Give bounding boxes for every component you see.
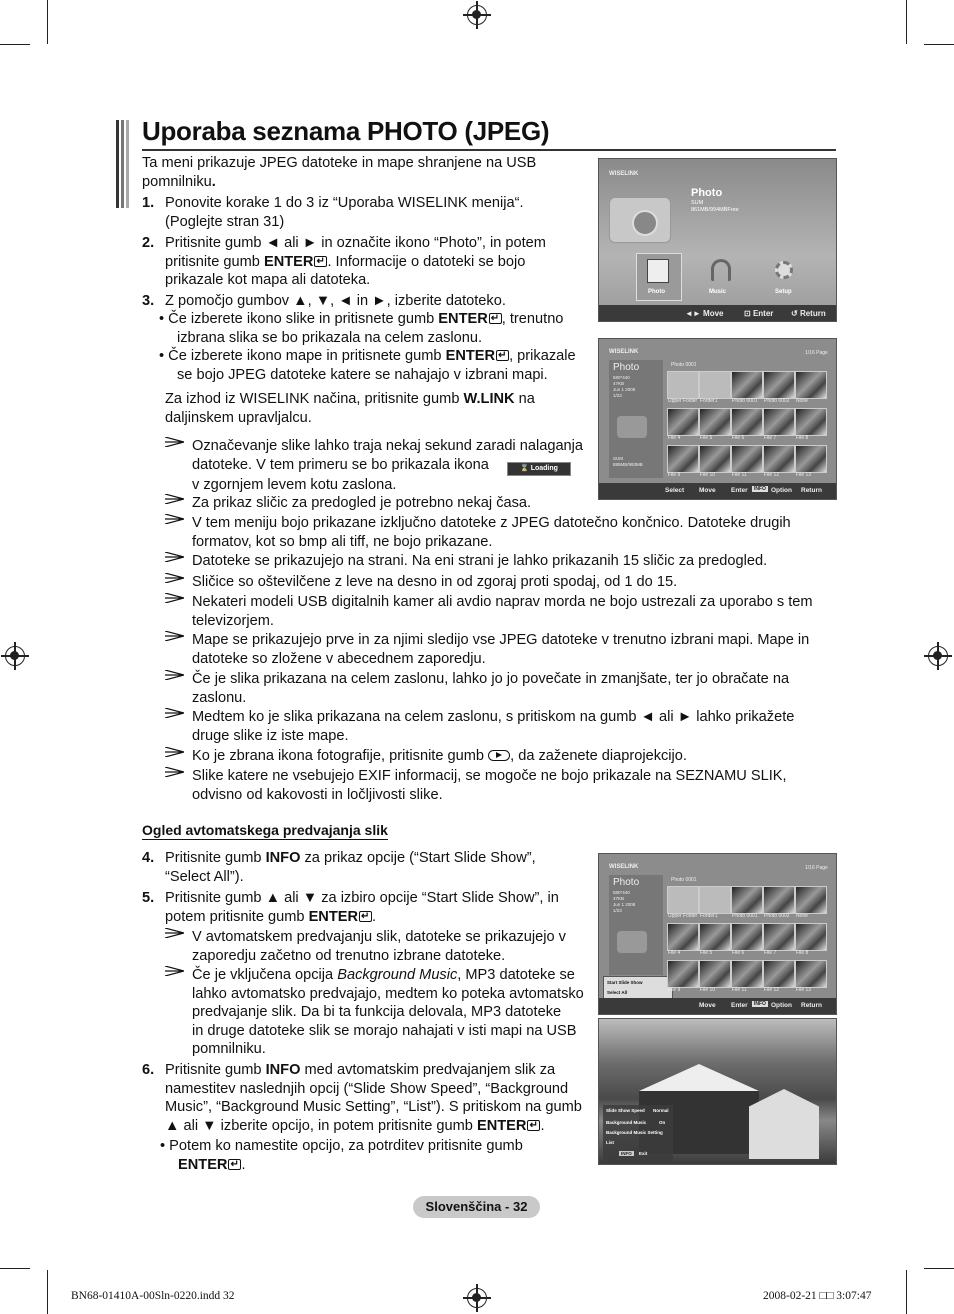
- screen-control-bar: ◄► Move ⊡ Enter ↺ Return: [599, 305, 836, 321]
- thumbnail-label: File 4: [668, 950, 681, 956]
- photo-thumbnail: [699, 445, 731, 473]
- thumbnail-label: File 9: [668, 987, 681, 993]
- enter-icon: [496, 350, 509, 361]
- menu-label: Setup: [775, 289, 792, 295]
- photo-thumbnail: [763, 960, 795, 988]
- thumbnail-label: Upper Folder: [668, 913, 698, 919]
- crop-mark: [924, 44, 954, 45]
- step-3-text: Z pomočjo gumbov ▲, ▼, ◄ in ►, izberite datoteko.: [165, 293, 506, 309]
- page-number-badge: Slovenščina - 32: [413, 1196, 540, 1218]
- step-number: 3.: [142, 293, 155, 309]
- thumbnail-label: File 11: [732, 472, 747, 478]
- registration-mark-icon: [5, 646, 25, 666]
- thumbnail-label: File 10: [700, 987, 716, 993]
- screen-control-bar: Move Enter INFO Option Return: [599, 998, 836, 1014]
- photo-thumbnail: [763, 371, 795, 399]
- thumbnail-label: Forder1: [700, 913, 718, 919]
- note-arrow-icon: [165, 494, 184, 504]
- thumbnail-label: None: [796, 913, 808, 919]
- note: V tem meniju bojo prikazane izključno datoteke z JPEG datotečno končnico. Datoteke drugih formatov, kot so bmp ali tiff, ne bojo prikazane.: [192, 515, 791, 550]
- thumbnail-label: Forder1: [700, 398, 718, 404]
- page-title: Uporaba seznama PHOTO (JPEG): [142, 116, 550, 146]
- note-arrow-icon: [165, 593, 184, 603]
- crop-mark: [906, 0, 907, 44]
- note: Nekateri modeli USB digitalnih kamer ali avdio naprav morda ne bojo ustrezali za uporabo s tem televizorjem.: [192, 594, 813, 629]
- house-photo: [749, 1089, 819, 1159]
- step-4-text: Pritisnite gumb INFO za prikaz opcije (“Start Slide Show”, “Select All”).: [165, 850, 536, 885]
- note: Datoteke se prikazujejo na strani. Na eni strani je lahko prikazanih 15 sličic za predogled.: [192, 553, 768, 569]
- thumbnail-label: File 9: [668, 472, 681, 478]
- note: Medtem ko je slika prikazana na celem zaslonu, s pritiskom na gumb ◄ ali ► lahko prikažete druge slike iz iste mape.: [192, 709, 795, 744]
- thumbnail-label: File 12: [764, 472, 780, 478]
- step-number: 5.: [142, 890, 155, 906]
- thumbnail-label: File 8: [796, 435, 809, 441]
- note-arrow-icon: [165, 552, 184, 562]
- enter-icon: [228, 1159, 241, 1170]
- enter-icon: [489, 313, 502, 324]
- note-arrow-icon: [165, 631, 184, 641]
- wiselink-logo: WISELINK: [609, 864, 639, 870]
- headphones-icon: [711, 259, 731, 281]
- loading-icon: ⌛ Loading: [507, 462, 571, 476]
- note: Ko je zbrana ikona fotografije, pritisnite gumb , da zaženete diaprojekcijo.: [192, 748, 687, 764]
- thumbnail-label: File 7: [764, 435, 777, 441]
- crop-mark: [47, 1270, 48, 1314]
- note-arrow-icon: [165, 966, 184, 976]
- thumbnail-label: File 11: [732, 987, 747, 993]
- thumbnail-label: File 13: [796, 472, 812, 478]
- photo-thumbnail: [795, 408, 827, 436]
- step-2-text: Pritisnite gumb ◄ ali ► in označite ikono “Photo”, in potem pritisnite gumb ENTER↵ . Informacije o datoteki se bojo prikazale kot mapa ali datoteka.: [165, 234, 546, 290]
- note: Za prikaz sličic za predogled je potrebno nekaj časa.: [192, 495, 532, 511]
- thumbnail-label: File 13: [796, 987, 812, 993]
- step-number: 6.: [142, 1062, 155, 1078]
- screen-info: SUM: [691, 200, 704, 206]
- photo-thumbnail: [699, 408, 731, 436]
- step-1-text: Ponovite korake 1 do 3 iz “Uporaba WISELINK menija“. (Poglejte stran 31): [165, 195, 524, 230]
- option-menu: Start Slide Show Select All: [603, 976, 673, 1010]
- camera-icon: [617, 931, 647, 953]
- thumbnail-label: File 12: [764, 987, 780, 993]
- thumbnail-label: File 6: [732, 950, 745, 956]
- note: Če je slika prikazana na celem zaslonu, lahko jo jo povečate in zmanjšate, ter jo obračate na zaslonu.: [192, 671, 790, 706]
- step-number: 4.: [142, 850, 155, 866]
- crop-mark: [0, 1268, 30, 1269]
- photo-thumbnail: [763, 886, 795, 914]
- screen-info: 861MB/994MBFree: [691, 207, 739, 213]
- photo-thumbnail: [763, 445, 795, 473]
- exit-instruction: Za izhod iz WISELINK načina, pritisnite gumb W.LINK na daljinskem upravljalcu.: [165, 391, 535, 426]
- registration-mark-icon: [928, 646, 948, 666]
- note-arrow-icon: [165, 767, 184, 777]
- thumbnail-label: File 10: [700, 472, 716, 478]
- thumbnail-label: File 6: [732, 435, 745, 441]
- step-6-text: Pritisnite gumb INFO med avtomatskim predvajanjem slik za namestitev naslednjih opcij (“Slide Show Speed”, “Background Music”, “Background Music Setting”, “List”). S pritiskom na gumb ▲ ali ▼ izberite opcijo, in potem pritisnite gumb ENTER↵ .: [165, 1061, 582, 1135]
- thumbnail-label: File 5: [700, 435, 713, 441]
- step-number: 1.: [142, 195, 155, 211]
- title-rule: [142, 149, 836, 151]
- thumbnail-label: Photo 0002: [764, 913, 790, 919]
- note: Mape se prikazujejo prve in za njimi sledijo vse JPEG datoteke v trenutno izbrani mapi. Mape in datoteke so zložene v abecednem zaporedju.: [192, 632, 810, 667]
- screenshot-slideshow: [598, 1018, 837, 1165]
- thumbnail-label: Upper Folder: [668, 398, 698, 404]
- info-panel: Photo 580*440 47KB Jun 1 2008 1/23: [609, 875, 663, 975]
- step-5-text: Pritisnite gumb ▲ ali ▼ za izbiro opcije “Start Slide Show”, in potem pritisnite gumb ENTER↵ .: [165, 889, 559, 926]
- photo-thumbnail: [731, 445, 763, 473]
- folder-thumbnail: [667, 371, 699, 399]
- print-slug: BN68-01410A-00Sln-0220.indd 32: [71, 1290, 235, 1302]
- registration-mark-icon: [467, 1288, 487, 1308]
- wiselink-logo: WISELINK: [609, 349, 639, 355]
- folder-path: Photo 0001: [671, 877, 697, 883]
- screen-heading: Photo: [691, 187, 723, 199]
- note-arrow-icon: [165, 670, 184, 680]
- note-arrow-icon: [165, 747, 184, 757]
- thumbnail-label: Photo 0002: [764, 398, 790, 404]
- photo-thumbnail: [731, 371, 763, 399]
- note-arrow-icon: [165, 437, 184, 447]
- photo-thumbnail: [667, 923, 699, 951]
- slideshow-options-menu: Slide Show Speed Normal Background Music On Background Music Setting List INFO Exit: [603, 1105, 673, 1161]
- step-3-bullet: • Če izberete ikono slike in pritisnete gumb ENTER↵ , trenutno izbrana slika se bo prikazala na celem zaslonu. • Če izberete ikono mape in pritisnete gumb ENTER↵ , prikazale se bojo JPEG datoteke katere se nahajajo v izbrani mapi.: [159, 310, 576, 384]
- photo-thumbnail: [667, 408, 699, 436]
- note: Slike katere ne vsebujejo EXIF informacij, se mogoče ne bojo prikazale na SEZNAMU SLIK, odvisno od kakovosti in ločljivosti slike.: [192, 768, 787, 803]
- step-6-bullet: • Potem ko namestite opcijo, za potrditev pritisnite gumb ENTER↵ .: [160, 1137, 523, 1174]
- thumbnail-label: File 5: [700, 950, 713, 956]
- note-arrow-icon: [165, 573, 184, 583]
- photo-thumbnail: [763, 923, 795, 951]
- photo-thumbnail: [795, 960, 827, 988]
- folder-thumbnail: [699, 886, 731, 914]
- gear-icon: [775, 261, 793, 279]
- photo-thumbnail: [731, 408, 763, 436]
- note-arrow-icon: [165, 514, 184, 524]
- menu-label: Photo: [648, 289, 665, 295]
- page-indicator: 1/16 Page: [805, 350, 828, 356]
- crop-mark: [906, 1270, 907, 1314]
- crop-mark: [47, 0, 48, 44]
- thumbnail-label: File 7: [764, 950, 777, 956]
- crop-mark: [924, 1268, 954, 1269]
- registration-mark-icon: [467, 5, 487, 25]
- photo-thumbnail: [731, 923, 763, 951]
- photo-thumbnail: [731, 960, 763, 988]
- photo-thumbnail: [795, 923, 827, 951]
- note: Označevanje slike lahko traja nekaj sekund zaradi nalaganja datoteke. V tem primeru se bo prikazala ikona ⌛ Loading v zgornjem levem kotu zaslona.: [192, 438, 584, 493]
- section-subheading: Ogled avtomatskega predvajanja slik: [142, 822, 388, 838]
- screenshot-photo-list: [598, 338, 837, 500]
- photo-thumbnail: [795, 371, 827, 399]
- step-number: 2.: [142, 235, 155, 251]
- folder-thumbnail: [699, 371, 731, 399]
- thumbnail-label: Photo 0001: [732, 913, 758, 919]
- menu-label: Music: [709, 289, 727, 295]
- thumbnail-label: File 4: [668, 435, 681, 441]
- title-decoration: [116, 120, 132, 208]
- thumbnail-label: File 8: [796, 950, 809, 956]
- enter-icon: [527, 1120, 540, 1131]
- photo-thumbnail: [699, 923, 731, 951]
- info-panel: Photo 580*440 47KB Jun 1 2008 1/23 SUM 885MB/993MB: [609, 360, 663, 478]
- photo-thumbnail: [667, 960, 699, 988]
- page-indicator: 1/16 Page: [805, 865, 828, 871]
- crop-mark: [0, 44, 30, 45]
- camera-icon: [609, 197, 671, 243]
- note-arrow-icon: [165, 708, 184, 718]
- photo-thumbnail: [763, 408, 795, 436]
- photo-thumbnail: [795, 445, 827, 473]
- print-slug: 2008-02-21 □□ 3:07:47: [763, 1290, 872, 1302]
- photo-icon: [647, 259, 669, 283]
- folder-path: Photo 0001: [671, 362, 697, 368]
- photo-thumbnail: [667, 445, 699, 473]
- wiselink-logo: WISELINK: [609, 171, 639, 177]
- enter-icon: [359, 911, 372, 922]
- enter-icon: [314, 256, 327, 267]
- screen-control-bar: Select Move Enter INFO Option Return: [599, 483, 836, 499]
- note-arrow-icon: [165, 928, 184, 938]
- screenshot-photo-options: [598, 853, 837, 1015]
- intro-text: Ta meni prikazuje JPEG datoteke in mape shranjene na USB pomnilniku.: [142, 155, 537, 190]
- thumbnail-label: Photo 0001: [732, 398, 758, 404]
- photo-thumbnail: [731, 886, 763, 914]
- screenshot-wiselink-menu: [598, 158, 837, 322]
- photo-thumbnail: [699, 960, 731, 988]
- note: Sličice so oštevilčene z leve na desno in od zgoraj proti spodaj, od 1 do 15.: [192, 574, 678, 590]
- photo-thumbnail: [795, 886, 827, 914]
- thumbnail-label: None: [796, 398, 808, 404]
- folder-thumbnail: [667, 886, 699, 914]
- camera-icon: [617, 416, 647, 438]
- note: Če je vključena opcija Background Music, MP3 datoteke se lahko avtomatsko predvajajo, medtem ko poteka avtomatsko predvajanje slik. Da bi ta funkcija delovala, MP3 datoteke in druge datoteke slik se morajo nahajati v isti mapi na USB pomnilniku.: [192, 967, 584, 1057]
- play-button-icon: [488, 750, 510, 761]
- note: V avtomatskem predvajanju slik, datoteke se prikazujejo v zaporedju začetno od trenutno izbrane datoteke.: [192, 929, 566, 964]
